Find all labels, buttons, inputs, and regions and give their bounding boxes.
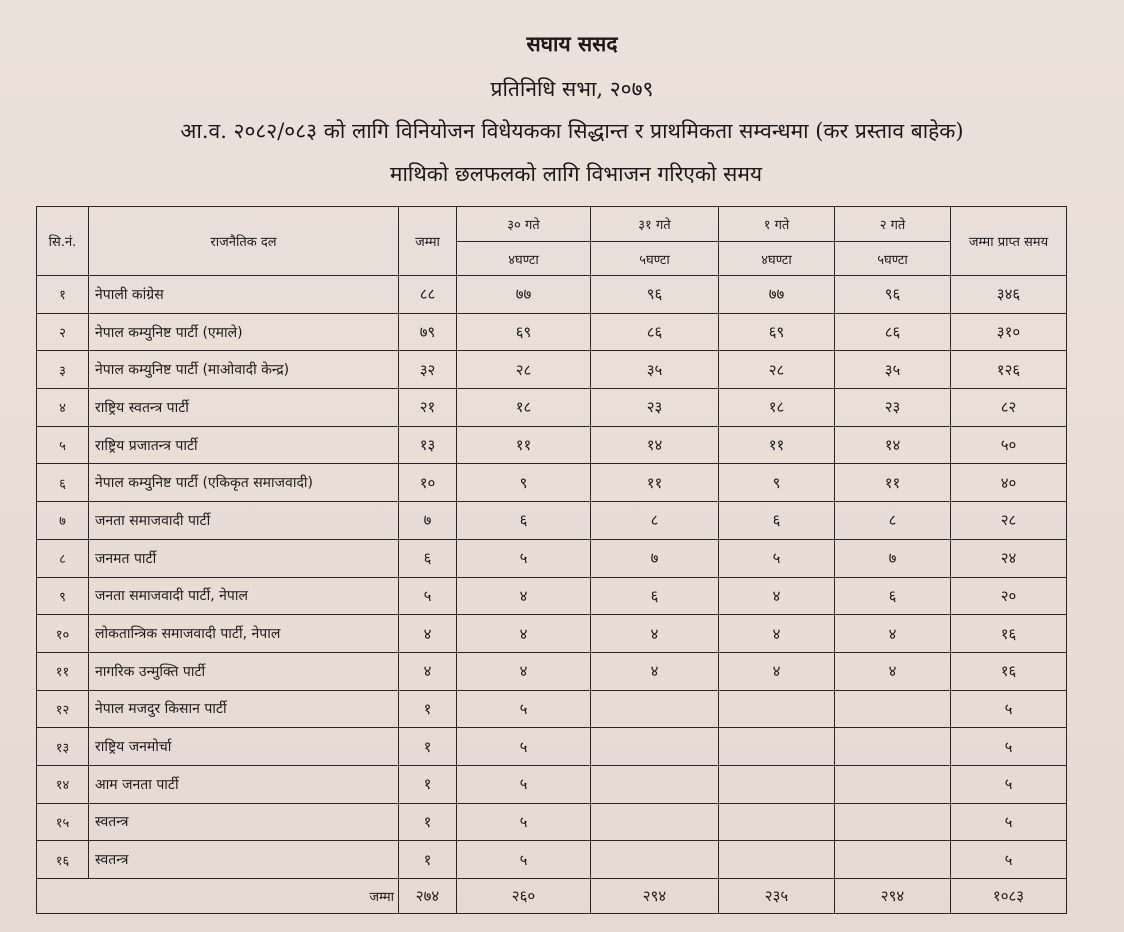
row-received: ३१० <box>951 313 1067 351</box>
row-party-name: जनता समाजवादी पार्टी, नेपाल <box>89 577 399 615</box>
row-sn: १२ <box>37 690 89 728</box>
row-total: ३२ <box>399 351 457 389</box>
row-day1: ९ <box>457 464 591 502</box>
table-row <box>37 652 1067 690</box>
row-day1: ४ <box>457 615 591 653</box>
row-party-name: राष्ट्रिय प्रजातन्त्र पार्टी <box>89 426 399 464</box>
row-day3: १८ <box>719 389 835 427</box>
row-sn: १३ <box>37 728 89 766</box>
row-received: १६ <box>951 615 1067 653</box>
table-row <box>37 690 1067 728</box>
row-day2: ४ <box>591 652 719 690</box>
row-sn: १४ <box>37 765 89 803</box>
row-sn: २ <box>37 313 89 351</box>
row-day3: २८ <box>719 351 835 389</box>
row-received: १२६ <box>951 351 1067 389</box>
row-day3 <box>719 803 835 841</box>
time-allocation-table <box>36 206 1067 914</box>
row-day3: ११ <box>719 426 835 464</box>
row-day1: ५ <box>457 841 591 879</box>
row-party-name: राष्ट्रिय जनमोर्चा <box>89 728 399 766</box>
row-day3: ५ <box>719 539 835 577</box>
table-row <box>37 539 1067 577</box>
row-day4: ३५ <box>835 351 951 389</box>
row-total: ८८ <box>399 276 457 314</box>
document-subtitle: प्रतिनिधि सभा, २०७९ <box>490 77 654 101</box>
document-caption: माथिको छलफलको लागि विभाजन गरिएको समय <box>389 162 763 186</box>
row-day4 <box>835 728 951 766</box>
row-received: २८ <box>951 502 1067 540</box>
row-day1: ५ <box>457 803 591 841</box>
row-day4 <box>835 803 951 841</box>
document-subject: आ.व. २०८२/०८३ को लागि विनियोजन विधेयकका सिद्धान्त र प्राथमिकता सम्वन्धमा (कर प्रस्ताव बाहेक) <box>180 119 964 143</box>
totals-day3: २३५ <box>719 879 835 914</box>
row-total: ६ <box>399 539 457 577</box>
col-subheader-day2-hours: ५घण्टा <box>591 242 719 276</box>
row-day1: २८ <box>457 351 591 389</box>
row-party-name: नेपाल मजदुर किसान पार्टी <box>89 690 399 728</box>
row-day2: ३५ <box>591 351 719 389</box>
document-title: सघाय ससद <box>526 31 618 56</box>
row-day1: ५ <box>457 728 591 766</box>
totals-day1: २६० <box>457 879 591 914</box>
row-day2: ११ <box>591 464 719 502</box>
row-day1: ४ <box>457 652 591 690</box>
row-received: ५ <box>951 690 1067 728</box>
row-received: ५ <box>951 841 1067 879</box>
totals-label: जम्मा <box>37 879 399 914</box>
table-row <box>37 426 1067 464</box>
row-party-name: स्वतन्त्र <box>89 803 399 841</box>
row-day2: १४ <box>591 426 719 464</box>
row-sn: ११ <box>37 652 89 690</box>
row-day1: ६ <box>457 502 591 540</box>
row-party-name: नेपाल कम्युनिष्ट पार्टी (एकिकृत समाजवादी) <box>89 464 399 502</box>
row-day4: ९६ <box>835 276 951 314</box>
totals-total: २७४ <box>399 879 457 914</box>
row-day1: ५ <box>457 690 591 728</box>
row-party-name: नेपाल कम्युनिष्ट पार्टी (माओवादी केन्द्र) <box>89 351 399 389</box>
totals-day4: २९४ <box>835 879 951 914</box>
row-total: १ <box>399 765 457 803</box>
row-sn: ५ <box>37 426 89 464</box>
table-row <box>37 577 1067 615</box>
table-row <box>37 765 1067 803</box>
row-day3 <box>719 690 835 728</box>
table-row <box>37 313 1067 351</box>
row-total: ५ <box>399 577 457 615</box>
row-day3 <box>719 841 835 879</box>
row-day4: ८ <box>835 502 951 540</box>
row-day3 <box>719 728 835 766</box>
col-subheader-day3-hours: ४घण्टा <box>719 242 835 276</box>
row-day1: १८ <box>457 389 591 427</box>
table-row <box>37 841 1067 879</box>
row-day4 <box>835 841 951 879</box>
row-day3: ९ <box>719 464 835 502</box>
row-sn: १६ <box>37 841 89 879</box>
row-party-name: जनमत पार्टी <box>89 539 399 577</box>
row-day2: ८६ <box>591 313 719 351</box>
row-total: ४ <box>399 615 457 653</box>
row-party-name: स्वतन्त्र <box>89 841 399 879</box>
col-header-total: जम्मा <box>399 207 457 276</box>
totals-day2: २९४ <box>591 879 719 914</box>
col-subheader-day4-hours: ५घण्टा <box>835 242 951 276</box>
row-sn: १ <box>37 276 89 314</box>
row-total: ७ <box>399 502 457 540</box>
table-row <box>37 351 1067 389</box>
row-party-name: आम जनता पार्टी <box>89 765 399 803</box>
row-received: १६ <box>951 652 1067 690</box>
row-total: १ <box>399 690 457 728</box>
row-total: १३ <box>399 426 457 464</box>
row-day3: ४ <box>719 577 835 615</box>
row-day1: ७७ <box>457 276 591 314</box>
table-body <box>37 276 1067 879</box>
row-day2: २३ <box>591 389 719 427</box>
row-party-name: नागरिक उन्मुक्ति पार्टी <box>89 652 399 690</box>
row-total: ७९ <box>399 313 457 351</box>
row-day4: १४ <box>835 426 951 464</box>
row-day2: ८ <box>591 502 719 540</box>
row-day3: ४ <box>719 652 835 690</box>
row-day4: ६ <box>835 577 951 615</box>
row-day1: ६९ <box>457 313 591 351</box>
col-header-day1: ३० गते <box>457 207 591 242</box>
row-day4: ४ <box>835 652 951 690</box>
row-day3: ६९ <box>719 313 835 351</box>
row-day3: ६ <box>719 502 835 540</box>
row-day2: ७ <box>591 539 719 577</box>
row-day3: ७७ <box>719 276 835 314</box>
row-day1: ५ <box>457 539 591 577</box>
row-total: २१ <box>399 389 457 427</box>
row-sn: ४ <box>37 389 89 427</box>
totals-received: १०८३ <box>951 879 1067 914</box>
row-received: ५ <box>951 728 1067 766</box>
row-sn: १० <box>37 615 89 653</box>
table-header-row <box>37 207 1067 242</box>
col-header-party: राजनैतिक दल <box>89 207 399 276</box>
row-sn: ७ <box>37 502 89 540</box>
row-total: १ <box>399 841 457 879</box>
row-received: ३४६ <box>951 276 1067 314</box>
row-day4: ८६ <box>835 313 951 351</box>
row-sn: ८ <box>37 539 89 577</box>
row-day2: ६ <box>591 577 719 615</box>
row-sn: ३ <box>37 351 89 389</box>
col-header-day4: २ गते <box>835 207 951 242</box>
row-day4: ४ <box>835 615 951 653</box>
row-day3 <box>719 765 835 803</box>
col-subheader-day1-hours: ४घण्टा <box>457 242 591 276</box>
row-party-name: नेपाल कम्युनिष्ट पार्टी (एमाले) <box>89 313 399 351</box>
row-sn: ९ <box>37 577 89 615</box>
row-day2: ४ <box>591 615 719 653</box>
row-sn: १५ <box>37 803 89 841</box>
row-received: ४० <box>951 464 1067 502</box>
row-received: ५० <box>951 426 1067 464</box>
row-total: १ <box>399 728 457 766</box>
col-header-day2: ३१ गते <box>591 207 719 242</box>
totals-row <box>37 879 1067 914</box>
row-party-name: जनता समाजवादी पार्टी <box>89 502 399 540</box>
row-received: ५ <box>951 765 1067 803</box>
row-day2 <box>591 841 719 879</box>
row-day4: ७ <box>835 539 951 577</box>
table-row <box>37 464 1067 502</box>
row-day4 <box>835 765 951 803</box>
row-day2: ९६ <box>591 276 719 314</box>
table-row <box>37 728 1067 766</box>
col-header-sn: सि.नं. <box>37 207 89 276</box>
table-row <box>37 803 1067 841</box>
row-day2 <box>591 690 719 728</box>
row-party-name: लोकतान्त्रिक समाजवादी पार्टी, नेपाल <box>89 615 399 653</box>
row-total: १ <box>399 803 457 841</box>
row-total: १० <box>399 464 457 502</box>
row-day4: ११ <box>835 464 951 502</box>
row-total: ४ <box>399 652 457 690</box>
row-received: ८२ <box>951 389 1067 427</box>
row-sn: ६ <box>37 464 89 502</box>
table-row <box>37 615 1067 653</box>
row-day1: ११ <box>457 426 591 464</box>
col-header-received: जम्मा प्राप्त समय <box>951 207 1067 276</box>
row-day3: ४ <box>719 615 835 653</box>
row-day1: ५ <box>457 765 591 803</box>
row-received: २० <box>951 577 1067 615</box>
row-day4: २३ <box>835 389 951 427</box>
row-party-name: नेपाली कांग्रेस <box>89 276 399 314</box>
row-day2 <box>591 765 719 803</box>
row-party-name: राष्ट्रिय स्वतन्त्र पार्टी <box>89 389 399 427</box>
col-header-day3: १ गते <box>719 207 835 242</box>
row-received: २४ <box>951 539 1067 577</box>
row-day4 <box>835 690 951 728</box>
table-row <box>37 389 1067 427</box>
row-day2 <box>591 803 719 841</box>
table-row <box>37 276 1067 314</box>
table-row <box>37 502 1067 540</box>
row-day1: ४ <box>457 577 591 615</box>
row-day2 <box>591 728 719 766</box>
row-received: ५ <box>951 803 1067 841</box>
